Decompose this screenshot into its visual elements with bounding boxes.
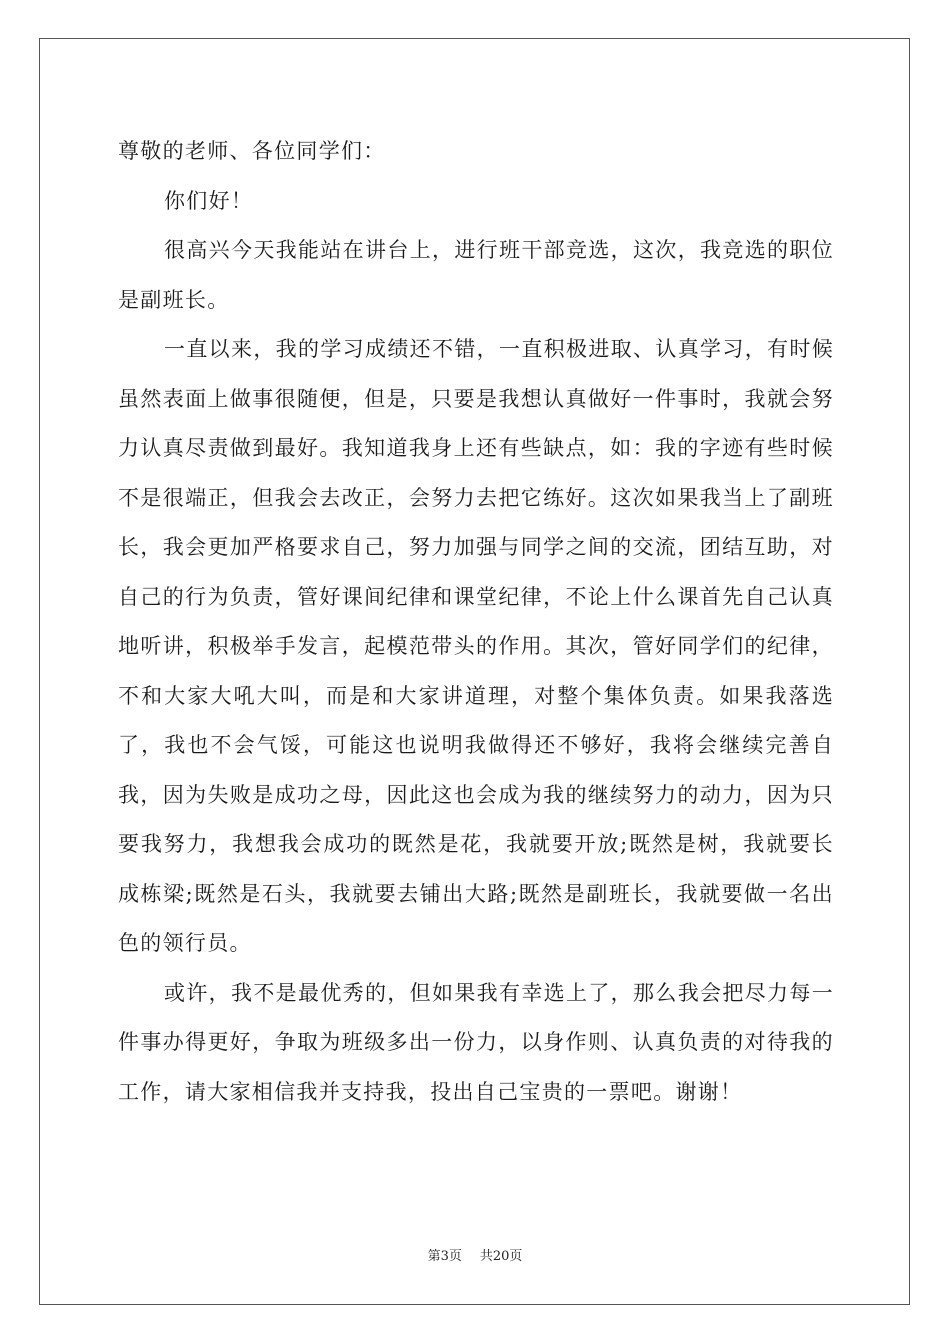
page-footer (0, 1245, 950, 1264)
page-total: 共20页 (479, 1249, 523, 1264)
paragraph-closing: 或许，我不是最优秀的，但如果我有幸选上了，那么我会把尽力每一件事办得更好，争取为班级多出一份力，以身作则、认真负责的对待我的工作，请大家相信我并支持我，投出自己宝贵的一票吧。谢谢！ (118, 980, 834, 1104)
paragraph-main: 一直以来，我的学习成绩还不错，一直积极进取、认真学习，有时候虽然表面上做事很随便，但是，只要是我想认真做好一件事时，我就会努力认真尽责做到最好。我知道我身上还有些缺点，如：我的字迹有些时候不是很端正，但我会去改正，会努力去把它练好。这次如果我当上了副班长，我会更加严格要求自己，努力加强与同学之间的交流，团结互助，对自己的行为负责，管好课间纪律和课堂纪律，不论上什么课首先自己认真地听讲，积极举手发言，起模范带头的作用。其次，管好同学们的纪律，不和大家大吼大叫，而是和大家讲道理，对整个集体负责。如果我落选了，我也不会气馁，可能这也说明我做得还不够好，我将会继续完善自我，因为失败是成功之母，因此这也会成为我的继续努力的动力，因为只要我努力，我想我会成功的既然是花，我就要开放;既然是树，我就要长成栋梁;既然是石头，我就要去铺出大路;既然是副班长，我就要做一名出色的领行员。 (118, 337, 834, 955)
document-body (118, 127, 834, 1117)
paragraph-intro: 很高兴今天我能站在讲台上，进行班干部竞选，这次，我竞选的职位是副班长。 (118, 238, 834, 312)
salutation: 尊敬的老师、各位同学们： (118, 139, 386, 163)
page-number: 第3页 (427, 1249, 462, 1264)
greeting: 你们好！ (164, 188, 254, 213)
